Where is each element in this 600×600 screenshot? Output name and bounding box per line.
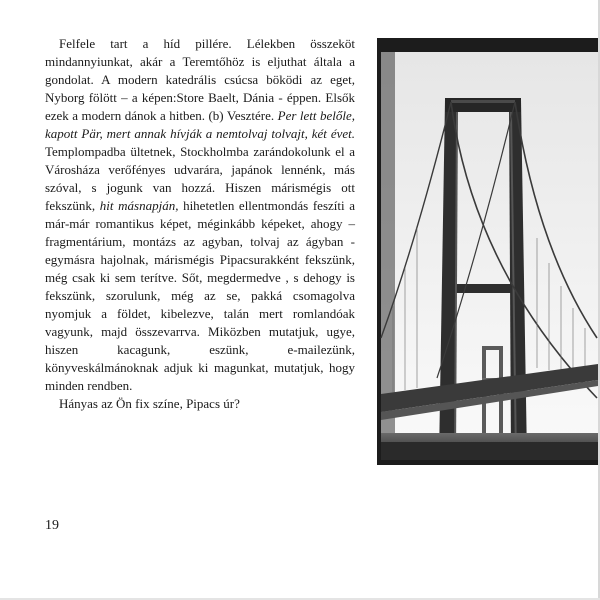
paragraph-1-italic-a: Per lett belőle, kapott Pär, mert annak hívják a nemtolvaj tolvajt, két évet. xyxy=(45,108,355,141)
paragraph-1-italic-b: hit másnapján, xyxy=(99,198,179,213)
paragraph-1-part-e: hihetetlen ellentmondás feszíti a már-már romantikus képet, méginkább képeket, ahogy – fragmentárium, montázs az agyban, tolvaj az ágyban - egymásra hajolnak, márismégis Pipacsurakként fekszünk, még csak ki sem terítve. Sőt, megdermedve , s dehogy is fekszünk, szorulunk, még az se, pakká csomagolva nyomjuk a földet, kibelezve, talán mert romlandóak vagyunk, majd összevarrva. Miközben mutatjuk, ugye, hiszen kacagunk, eszünk, e-mailezünk, könyveskálmánoknak adjuk ki magunkat, mutatjuk, hogy minden rendben. xyxy=(45,198,355,393)
paragraph-2: Hányas az Ön fix színe, Pipacs úr? xyxy=(59,396,240,411)
paragraph-1-part-a: Felfele tart a híd pillére. Lélekben összeköt mindannyiunkat, akár a Teremtőhöz is eljuthat általa a gondolat. A modern katedrális csúcsa böködi az eget, Nyborg fölött – a képen:Store Baelt, Dánia - éppen. Elsők ezek a modern dánok a hitben. (b) Vesztére. xyxy=(45,36,355,123)
paragraph-1-part-c: Templompadba ültetnek, Stockholmba zarándokolunk el a Városháza verőfényes udvarára, japánok lennénk, más szóval, s jogunk van hozzá. Hiszen márismégis ott fekszünk, xyxy=(45,144,355,213)
bridge-pylon-photo xyxy=(377,38,598,465)
page-number: 19 xyxy=(45,518,59,533)
paragraph-1 xyxy=(45,35,355,395)
body-text xyxy=(45,35,355,413)
